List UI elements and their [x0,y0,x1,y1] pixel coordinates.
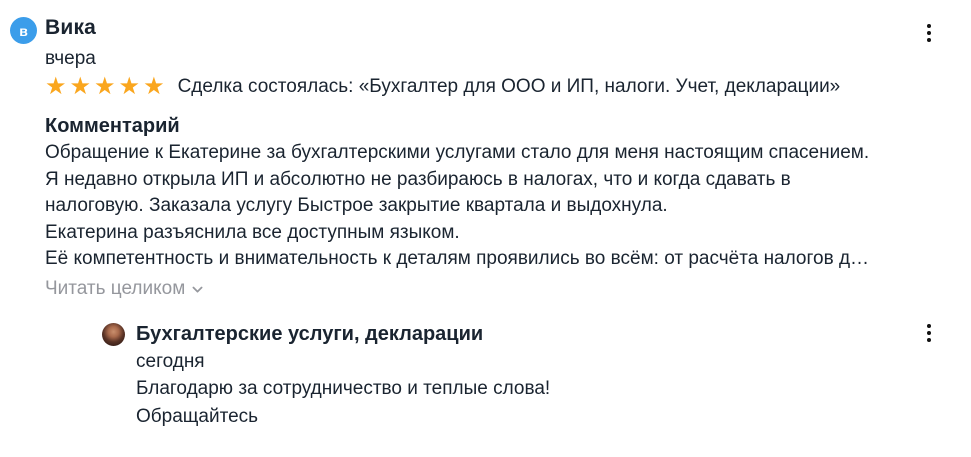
rating-row [45,73,931,100]
review-menu-button[interactable] [919,18,939,48]
reply-body [136,348,931,431]
reply-header [102,321,931,348]
comment-line: Её компетентность и внимательность к деталям проявились во всём: от расчёта налогов д… [45,248,870,269]
star-icon: ★ [143,73,168,100]
reviewer-avatar[interactable] [10,17,37,44]
comment-line: Екатерина разъяснила все доступным языком. [45,221,460,243]
comment-line: налоговую. Заказала услугу Быстрое закрытие квартала и выдохнула. [45,195,668,216]
rating-stars [45,73,168,100]
reply-line: Благодарю за сотрудничество и теплые слова! [136,378,551,399]
reply-author-avatar[interactable] [102,323,125,346]
comment-line: Обращение к Екатерине за бухгалтерскими услугами стало для меня настоящим спасением. [45,142,870,163]
comment-line: Я недавно открыла ИП и абсолютно не разбираюсь в налогах, что и когда сдавать в [45,168,791,190]
read-more-label: Читать целиком [45,277,186,299]
comment-text [45,140,931,273]
star-icon: ★ [45,73,70,100]
review-content [45,45,931,430]
reply-menu-button[interactable] [919,318,939,348]
read-more-button[interactable] [45,275,204,302]
comment-label: Комментарий [45,115,180,137]
reply-line: Обращайтесь [136,405,259,427]
star-icon: ★ [94,73,119,100]
deal-status-text: Сделка состоялась: «Бухгалтер для ООО и ИП, налоги. Учет, декларации» [177,76,841,97]
chevron-down-icon [191,283,204,296]
reviewer-name: Вика [45,16,97,39]
review-date: вчера [45,48,96,69]
star-icon: ★ [118,73,144,100]
kebab-menu-icon [921,322,937,344]
reply-block [102,321,931,431]
kebab-menu-icon [921,22,937,44]
avatar-letter: в [19,22,28,39]
review-header [10,14,931,44]
reply-author-name: Бухгалтерские услуги, декларации [136,322,484,345]
reply-date: сегодня [136,350,205,372]
star-icon: ★ [69,73,95,100]
